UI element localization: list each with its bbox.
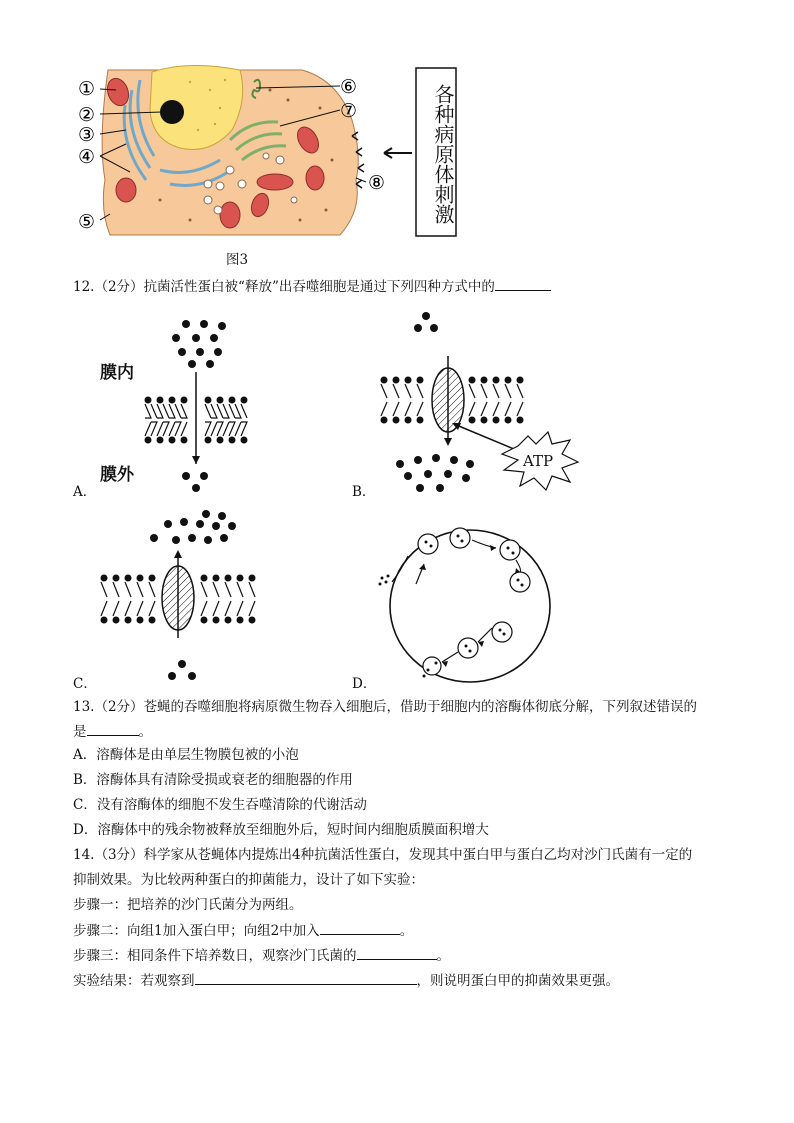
phagocyte-diagram [70,60,470,250]
label-outside: 膜外 [100,465,134,485]
q13-option-b[interactable]: B．溶酶体具有清除受损或衰老的细胞器的作用 [73,772,353,788]
stimulus-arrow [384,148,412,158]
q12-option-d[interactable]: D． [352,676,377,692]
marker-7: ⑦ [340,100,358,122]
q13-option-d[interactable]: D．溶酶体中的残余物被释放至细胞外后，短时间内细胞质膜面积增大 [73,822,489,838]
q14-step2-blank[interactable] [320,920,400,935]
q12-option-b[interactable]: B． [352,484,376,500]
marker-8: ⑧ [368,172,386,194]
q14-result-blank[interactable] [195,970,417,985]
stimulus-text: 各种病原体刺激 [431,84,455,224]
marker-3: ③ [78,124,96,146]
q12-stem: 12.（2分）抗菌活性蛋白被“释放”出吞噬细胞是通过下列四种方式中的 [73,276,551,297]
stimulus-label [416,74,456,234]
q12-option-b-diagram [378,308,598,496]
q14-step3-blank[interactable] [357,945,437,960]
q12-option-c-diagram [96,506,276,686]
figure-3 [70,60,470,250]
atp-label: ATP [523,452,554,470]
q14-step3: 步骤三：相同条件下培养数日，观察沙门氏菌的 。 [73,945,450,966]
q12-option-a[interactable]: A． [73,484,97,500]
marker-4: ④ [78,146,96,168]
q12-answer-blank[interactable] [495,276,551,291]
marker-6: ⑥ [340,76,358,98]
q12-option-c[interactable]: C． [73,676,97,692]
q13-option-a[interactable]: A．溶酶体是由单层生物膜包被的小泡 [73,747,299,763]
molecules-inside [172,320,226,368]
q12-option-d-diagram [376,520,556,690]
marker-2: ② [78,104,96,126]
vesicles-d [418,528,530,675]
marker-5: ⑤ [78,211,96,233]
q14-result: 实验结果：若观察到 ，则说明蛋白甲的抑菌效果更强。 [73,970,619,991]
q12-option-a-diagram [96,312,266,492]
cell-membrane-d [390,530,550,682]
q14-step1: 步骤一：把培养的沙门氏菌分为两组。 [73,897,303,913]
label-inside: 膜内 [100,363,134,383]
q13-option-c[interactable]: C．没有溶酶体的细胞不发生吞噬清除的代谢活动 [73,797,367,813]
marker-1: ① [78,78,96,100]
q13-stem-line1: 13.（2分）苍蝇的吞噬细胞将病原微生物吞入细胞后，借助于细胞内的溶酶体彻底分解，下列叙述错误的 [73,699,698,715]
nucleolus [160,100,184,124]
q13-answer-blank[interactable] [87,721,139,736]
q13-stem-line2: 是 。 [73,721,152,742]
figure-3-caption: 图3 [226,252,249,268]
q14-stem-line2: 抑制效果。为比较两种蛋白的抑菌能力，设计了如下实验： [73,872,424,888]
q14-step2: 步骤二：向组1加入蛋白甲；向组2中加入 。 [73,920,413,941]
q14-stem-line1: 14.（3分）科学家从苍蝇体内提炼出4种抗菌活性蛋白，发现其中蛋白甲与蛋白乙均对沙门氏菌有一定的 [73,847,693,863]
